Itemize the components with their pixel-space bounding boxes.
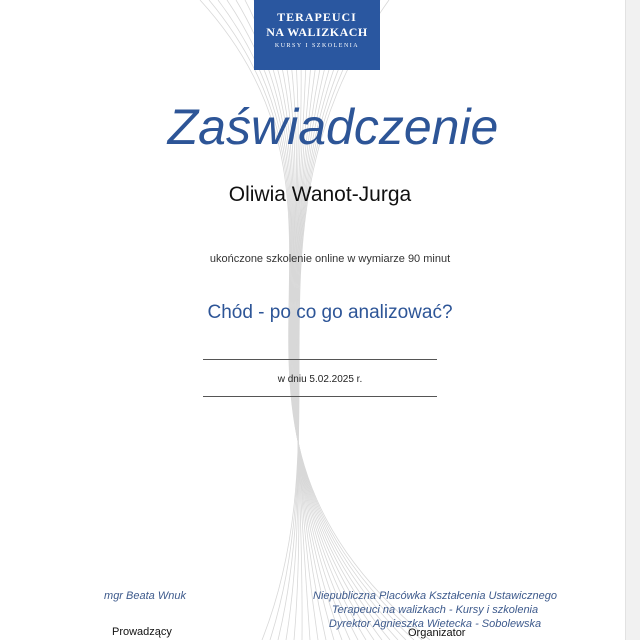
completion-text: ukończone szkolenie online w wymiarze 90 minut: [209, 253, 451, 265]
date-text: w dniu 5.02.2025 r.: [277, 374, 363, 385]
organizer-line1: Niepubliczna Placówka Kształcenia Ustawicznego: [313, 590, 557, 602]
organizer-line2: Terapeuci na walizkach - Kursy i szkolenia: [331, 604, 539, 616]
instructor-name: mgr Beata Wnuk: [104, 590, 186, 602]
logo-line1: TERAPEUCI: [277, 10, 357, 24]
logo: [254, 0, 380, 70]
instructor-role: Prowadzący: [112, 626, 172, 638]
organizer-line3: Dyrektor Agnieszka Wietecka - Sobolewska: [328, 618, 542, 630]
organizer-role: Organizator: [408, 627, 466, 639]
organizer-block: [280, 589, 590, 631]
recipient-name: Oliwia Wanot-Jurga: [228, 183, 412, 206]
divider: [203, 359, 437, 360]
divider: [203, 396, 437, 397]
logo-line2: NA WALIZKACH: [266, 25, 368, 39]
certificate-title: Zaświadczenie: [167, 99, 499, 155]
logo-line3: KURSY I SZKOLENIA: [274, 43, 360, 49]
course-title: Chód - po co go analizować?: [207, 302, 453, 323]
